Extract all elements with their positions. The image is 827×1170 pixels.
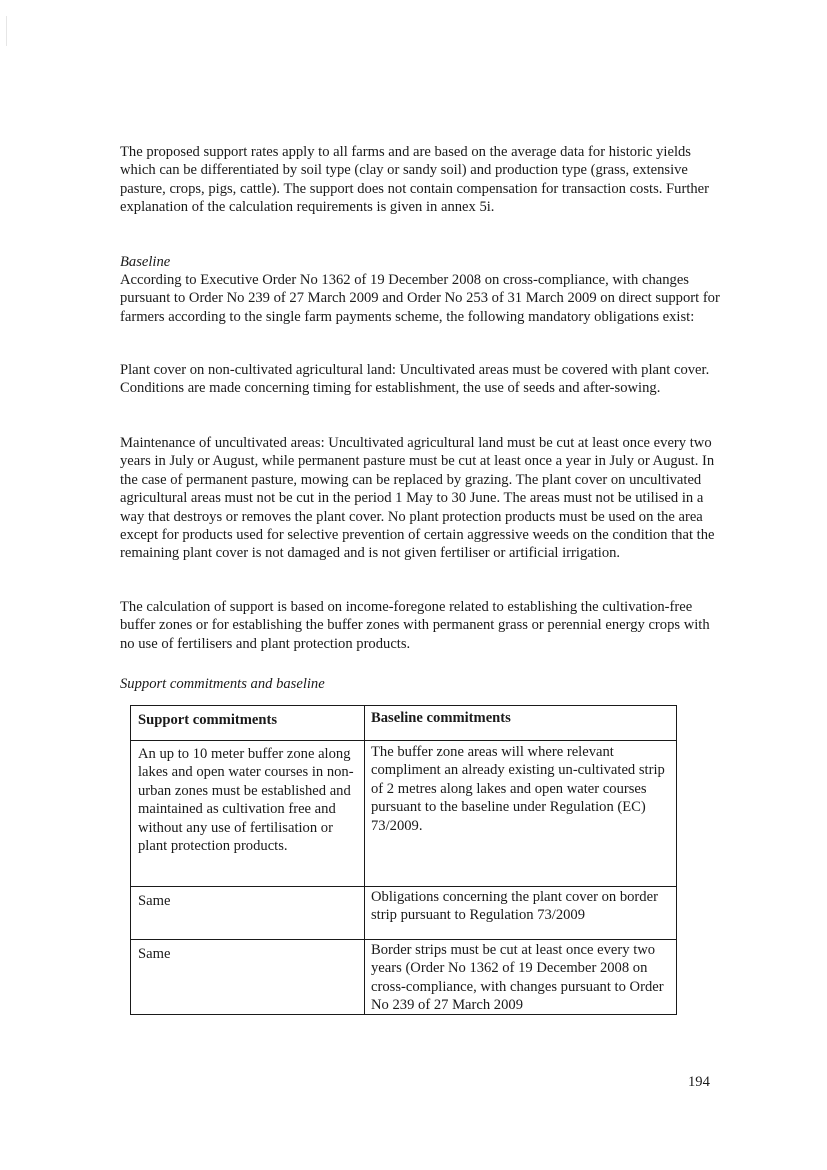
table-cell-baseline: Border strips must be cut at least once every two years (Order No 1362 of 19 December 2008 on cross-compliance, with changes pursuant to Order No 239 of 27 March 2009 [371, 942, 664, 1014]
commitments-table [130, 705, 677, 1015]
table-column-divider [364, 706, 365, 1014]
table-cell-support: Same [138, 893, 171, 909]
baseline-paragraph: According to Executive Order No 1362 of 19 December 2008 on cross-compliance, with changes pursuant to Order No 239 of 27 March 2009 and Order No 253 of 31 March 2009 on direct support for farmers according to the single farm payments scheme, the following mandatory obligations exist: [120, 272, 720, 325]
scan-edge-mark [6, 16, 7, 46]
calculation-paragraph: The calculation of support is based on income-foregone related to establishing the cultivation-free buffer zones or for establishing the buffer zones with permanent grass or perennial energy crops with no use of fertilisers and plant protection products. [120, 599, 710, 652]
table-row-divider [131, 886, 676, 887]
table-cell-baseline: The buffer zone areas will where relevant compliment an already existing un-cultivated strip of 2 metres along lakes and open water courses pursuant to the baseline under Regulation (EC) 73/2009. [371, 744, 665, 834]
baseline-heading: Baseline [120, 254, 171, 270]
page-number: 194 [688, 1074, 710, 1090]
maintenance-paragraph: Maintenance of uncultivated areas: Uncultivated agricultural land must be cut at least once every two years in July or August, while permanent pasture must be cut at least once a year in July or August. In the case of permanent pasture, mowing can be replaced by grazing. The plant cover on uncultivated agricultural areas must not be cut in the period 1 May to 30 June. The areas must not be utilised in a way that destroys or removes the plant cover. No plant protection products must be used on the area except for products used for selective prevention of certain aggressive weeds on the condition that the remaining plant cover is not damaged and is not given fertiliser or artificial irrigation. [120, 435, 715, 562]
table-header-baseline: Baseline commitments [371, 710, 511, 726]
table-row-divider [131, 740, 676, 741]
table-caption: Support commitments and baseline [120, 676, 325, 692]
plant-cover-paragraph: Plant cover on non-cultivated agricultural land: Uncultivated areas must be covered with plant cover. Conditions are made concerning timing for establishment, the use of seeds and after-sowing. [120, 362, 710, 397]
table-cell-support: An up to 10 meter buffer zone along lakes and open water courses in non-urban zones must be established and maintained as cultivation free and without any use of fertilisation or plant protection products. [138, 746, 354, 855]
table-header-support: Support commitments [138, 712, 278, 728]
table-row-divider [131, 939, 676, 940]
table-cell-support: Same [138, 946, 171, 962]
table-cell-baseline: Obligations concerning the plant cover on border strip pursuant to Regulation 73/2009 [371, 889, 658, 924]
intro-paragraph: The proposed support rates apply to all farms and are based on the average data for historic yields which can be differentiated by soil type (clay or sandy soil) and production type (grass, extensive pasture, crops, pigs, cattle). The support does not contain compensation for transaction costs. Further explanation of the calculation requirements is given in annex 5i. [120, 144, 710, 216]
